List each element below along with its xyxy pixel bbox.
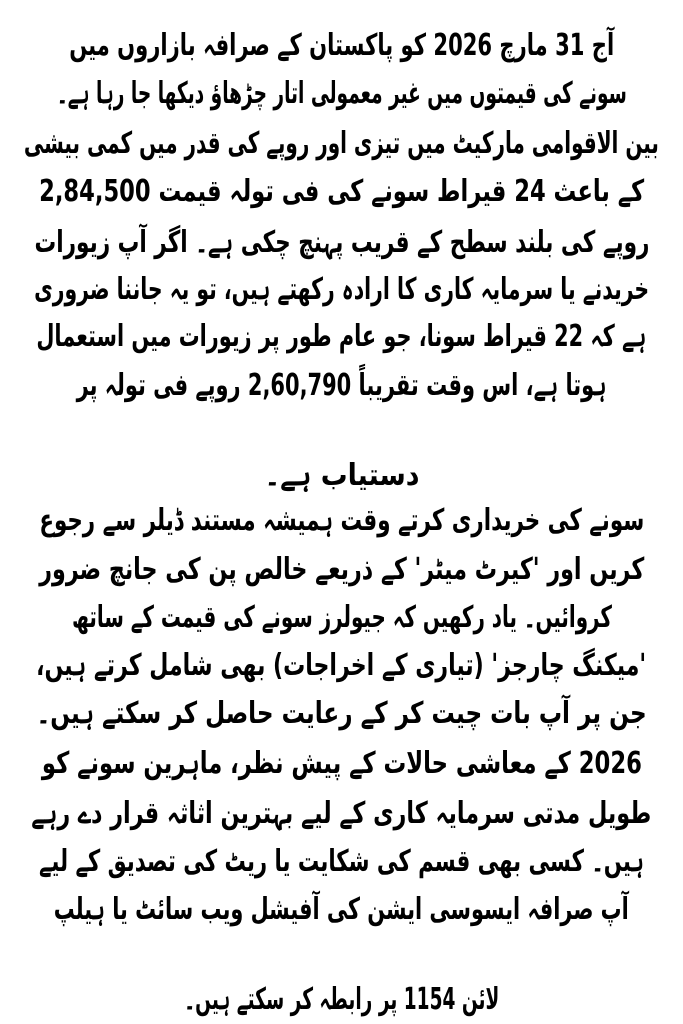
text-line [0,838,683,886]
line-text: سونے کی خریداری کرتے وقت ہمیشہ مستند ڈیلر سے رجوع [39,503,644,538]
text-line [0,976,683,1024]
text-line [0,497,683,545]
line-text: خریدنے یا سرمایہ کاری کا ارادہ رکھتے ہیں، تو یہ جاننا ضروری [34,272,649,307]
text-line [0,452,683,500]
line-text: جن پر آپ بات چیت کر کے رعایت حاصل کر سکتے ہیں۔ [36,696,647,731]
line-text: ہوتا ہے، اس وقت تقریباً 2,60,790 روپے فی تولہ پر [76,368,607,403]
line-text: کروائیں۔ یاد رکھیں کہ جیولرز سونے کی قیمت کے ساتھ [71,600,612,635]
text-line [0,120,683,168]
text-line [0,886,683,934]
text-line [0,219,683,267]
text-line [0,546,683,594]
line-text: روپے کی بلند سطح کے قریب پہنچ چکی ہے۔ اگر آپ زیورات [34,225,649,260]
text-line [0,594,683,642]
line-text: دستیاب ہے۔ [264,458,420,493]
line-text: آپ صرافہ ایسوسی ایشن کی آفیشل ویب سائٹ یا ہیلپ [54,892,629,927]
line-text: 2026 کے معاشی حالات کے پیش نظر، ماہرین سونے کو [41,746,642,781]
line-text: لائن 1154 پر رابطہ کر سکتے ہیں۔ [184,982,500,1017]
text-line [0,642,683,690]
line-text: 'میکنگ چارجز' (تیاری کے اخراجات) بھی شامل کرتے ہیں، [36,648,647,683]
text-line [0,313,683,361]
text-line [0,22,683,70]
line-text: بین الاقوامی مارکیٹ میں تیزی اور روپے کی قدر میں کمی بیشی [24,126,659,161]
text-line [0,790,683,838]
text-line [0,168,683,216]
text-line [0,690,683,738]
line-text: کریں اور 'کیرٹ میٹر' کے ذریعے خالص پن کی جانچ ضرور [39,552,644,587]
text-line [0,266,683,314]
text-line [0,362,683,410]
line-text: ہے کہ 22 قیراط سونا، جو عام طور پر زیورات میں استعمال [36,319,647,354]
text-line [0,740,683,788]
line-text: کے باعث 24 قیراط سونے کی فی تولہ قیمت 2,84,500 [38,174,644,209]
line-text: ہیں۔ کسی بھی قسم کی شکایت یا ریٹ کی تصدیق کے لیے [39,844,644,879]
line-text: سونے کی قیمتوں میں غیر معمولی اتار چڑھاؤ دیکھا جا رہا ہے۔ [56,76,627,111]
text-line [0,70,683,118]
line-text: طویل مدتی سرمایہ کاری کے لیے بہترین اثاثہ قرار دے رہے [31,796,652,831]
line-text: آج 31 مارچ 2026 کو پاکستان کے صرافہ بازاروں میں [68,28,614,63]
